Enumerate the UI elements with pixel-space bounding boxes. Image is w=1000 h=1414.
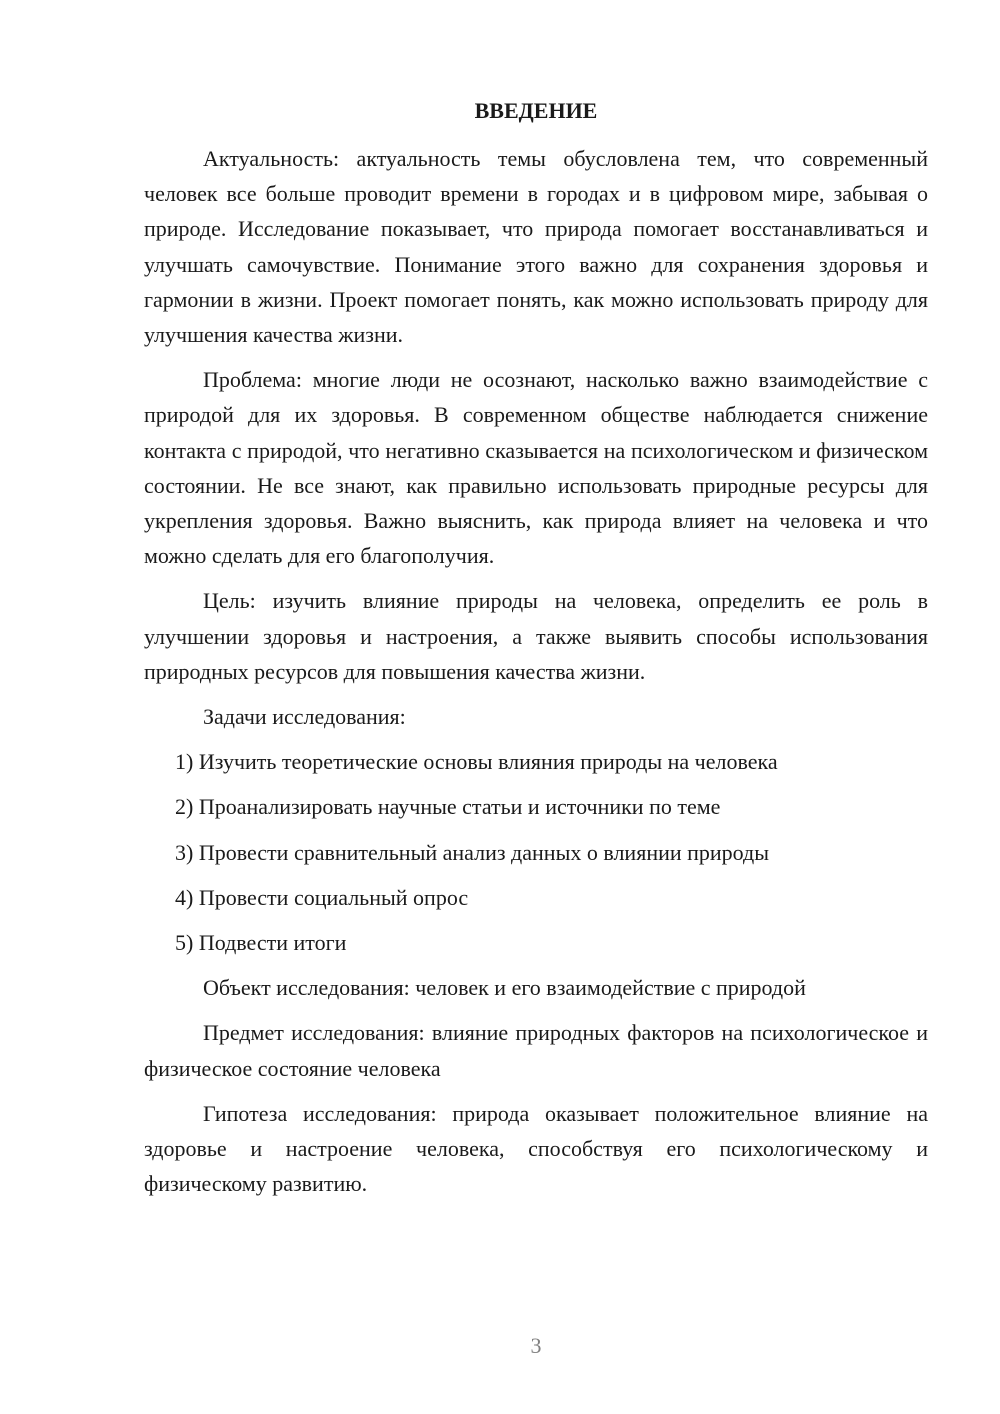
paragraph-subject: Предмет исследования: влияние природных факторов на психологическое и физическое состояние человека <box>144 1020 928 1081</box>
page-title: ВВЕДЕНИЕ <box>474 98 598 123</box>
list-item: 4) Провести социальный опрос <box>175 884 469 910</box>
paragraph-goal: Цель: изучить влияние природы на человека, определить ее роль в улучшении здоровья и настроения, а также выявить способы использования природных ресурсов для повышения качества жизни. <box>144 588 928 684</box>
list-item: 3) Провести сравнительный анализ данных о влиянии природы <box>175 839 770 865</box>
tasks-list <box>144 744 928 960</box>
paragraph-relevance: Актуальность: актуальность темы обусловлена тем, что современный человек все больше проводит времени в городах и в цифровом мире, забывая о природе. Исследование показывает, что природа помогает восстанавливаться и улучшать самочувствие. Понимание этого важно для сохранения здоровья и гармонии в жизни. Проект помогает понять, как можно использовать природу для улучшения качества жизни. <box>144 146 928 348</box>
paragraph-object: Объект исследования: человек и его взаимодействие с природой <box>203 975 806 1001</box>
paragraph-hypothesis: Гипотеза исследования: природа оказывает положительное влияние на здоровье и настроение человека, способствуя его психологическому и физическому развитию. <box>144 1100 928 1197</box>
paragraph-problem: Проблема: многие люди не осознают, насколько важно взаимодействие с природой для их здоровья. В современном обществе наблюдается снижение контакта с природой, что негативно сказывается на психологическом и физическом состоянии. Не все знают, как правильно использовать природные ресурсы для укрепления здоровья. Важно выяснить, как природа влияет на человека и что можно сделать для его благополучия. <box>144 367 928 569</box>
list-item: 5) Подвести итоги <box>175 930 347 956</box>
list-item: 1) Изучить теоретические основы влияния природы на человека <box>175 749 778 775</box>
page-number: 3 <box>530 1333 542 1358</box>
tasks-heading: Задачи исследования: <box>203 704 406 730</box>
document-body <box>144 141 928 1211</box>
list-item: 2) Проанализировать научные статьи и источники по теме <box>175 794 721 820</box>
